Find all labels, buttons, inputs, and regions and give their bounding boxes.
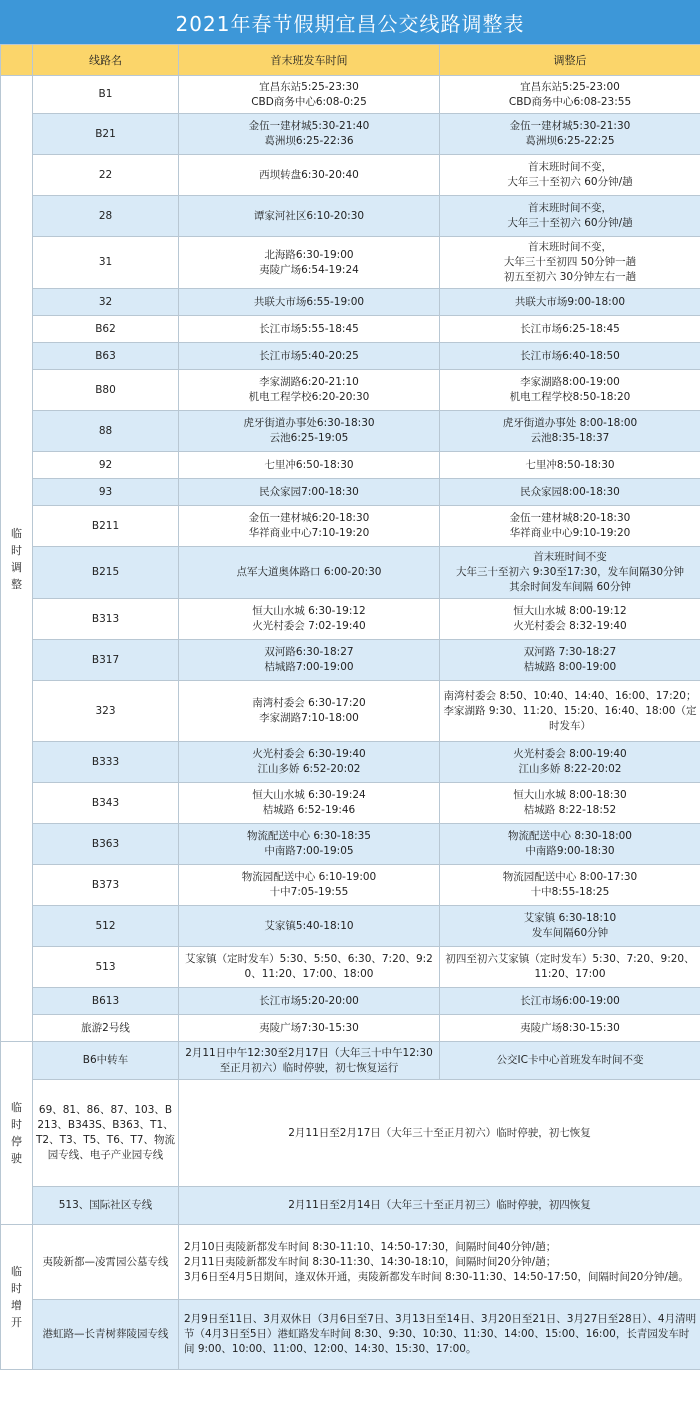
original-time-line: 火光村委会 6:30-19:40 <box>252 748 366 760</box>
adjusted-time <box>440 947 700 988</box>
table-row <box>1 289 700 316</box>
original-time <box>179 506 440 547</box>
page-title: 2021年春节假期宜昌公交线路调整表 <box>0 0 700 44</box>
original-time-line: 金伍一建材城6:20-18:30 <box>248 512 370 524</box>
adjusted-time-line: 其余时间发车间隔 60分钟 <box>509 581 631 593</box>
original-time <box>179 452 440 479</box>
adjusted-time-line: 华祥商业中心9:10-19:20 <box>509 527 631 539</box>
original-time-line: 物流配送中心 6:30-18:35 <box>247 830 371 842</box>
adjusted-time <box>440 316 700 343</box>
original-time <box>179 742 440 783</box>
adjusted-time-line: 艾家镇 6:30-18:10 <box>523 912 617 924</box>
table-row <box>1 1042 700 1080</box>
original-time-line: 机电工程学校6:20-20:30 <box>248 391 370 403</box>
adjusted-time <box>440 783 700 824</box>
original-time <box>179 370 440 411</box>
route-name: B21 <box>33 114 179 155</box>
original-time-line: 南湾村委会 6:30-17:20 <box>252 697 366 709</box>
original-time-line: 谭家河社区6:10-20:30 <box>253 209 365 222</box>
original-time-line: 共联大市场6:55-19:00 <box>253 295 365 308</box>
table-row <box>1 196 700 237</box>
route-name: B343 <box>33 783 179 824</box>
route-name: B63 <box>33 343 179 370</box>
adjusted-time <box>440 865 700 906</box>
original-time <box>179 640 440 681</box>
header-original: 首末班发车时间 <box>179 45 440 76</box>
table-row <box>1 1187 700 1225</box>
adjusted-time-line: 民众家园8:00-18:30 <box>520 485 620 498</box>
original-time: 2月11日中午12:30至2月17日（大年三十中午12:30至正月初六）临时停驶，初七恢复运行 <box>179 1042 440 1080</box>
original-time-line: 火光村委会 7:02-19:40 <box>252 620 366 632</box>
adjusted-time-line: 恒大山水城 8:00-19:12 <box>513 605 627 617</box>
section-label-text: 临时停驶 <box>11 1101 22 1165</box>
section-label-temporary-stop <box>1 1042 33 1225</box>
table-row <box>1 114 700 155</box>
original-time-line: 七里冲6:50-18:30 <box>264 458 354 471</box>
original-time-line: 恒大山水城 6:30-19:12 <box>252 605 366 617</box>
original-time-line: 中南路7:00-19:05 <box>264 845 354 857</box>
service-detail-line: 3月6日至4月5日期间，逢双休开通，夷陵新都发车时间 8:30-11:30、14:50-17:50，间隔时间20分钟/趟。 <box>184 1270 689 1283</box>
table-row <box>1 76 700 114</box>
adjusted-time <box>440 237 700 289</box>
original-time <box>179 865 440 906</box>
table-row <box>1 370 700 411</box>
adjusted-time-line: 桔城路 8:00-19:00 <box>523 661 617 673</box>
original-time <box>179 479 440 506</box>
header-blank <box>1 45 33 76</box>
route-name: B373 <box>33 865 179 906</box>
adjusted-time-line: 恒大山水城 8:00-18:30 <box>513 789 627 801</box>
adjusted-time <box>440 76 700 114</box>
original-time-line: 十中7:05-19:55 <box>269 886 349 898</box>
table-row <box>1 1225 700 1300</box>
table-row <box>1 1015 700 1042</box>
table-row <box>1 681 700 742</box>
route-name: 旅游2号线 <box>33 1015 179 1042</box>
adjusted-time-line: 长江市场6:25-18:45 <box>520 322 620 335</box>
table-row <box>1 479 700 506</box>
adjusted-time-line: 云池8:35-18:37 <box>530 432 610 444</box>
original-time <box>179 1015 440 1042</box>
original-time-line: 李家湖路7:10-18:00 <box>259 712 359 724</box>
adjusted-time-line: 长江市场6:00-19:00 <box>520 994 620 1007</box>
schedule-table <box>0 44 700 1370</box>
original-time-line: 李家湖路6:20-21:10 <box>259 376 359 388</box>
table-row <box>1 824 700 865</box>
adjusted-time <box>440 506 700 547</box>
adjusted-time <box>440 411 700 452</box>
route-name: B317 <box>33 640 179 681</box>
original-time-line: 长江市场5:20-20:00 <box>259 994 359 1007</box>
route-name: B363 <box>33 824 179 865</box>
original-time <box>179 289 440 316</box>
original-time-line: 夷陵广场6:54-19:24 <box>259 263 359 276</box>
original-time-line: 长江市场5:55-18:45 <box>259 322 359 335</box>
adjusted-time-line: 大年三十至初六 9:30至17:30，发车间隔30分钟 <box>455 566 685 578</box>
route-name: B211 <box>33 506 179 547</box>
original-time <box>179 343 440 370</box>
route-name: 512 <box>33 906 179 947</box>
adjusted-time <box>440 681 700 742</box>
table-row <box>1 316 700 343</box>
adjusted-time-line: 桔城路 8:22-18:52 <box>523 804 617 816</box>
table-row <box>1 1300 700 1370</box>
adjusted-time-line: 首末班时间不变， <box>528 161 612 173</box>
table-row <box>1 343 700 370</box>
route-name: B613 <box>33 988 179 1015</box>
original-time-line: 艾家镇（定时发车）5:30、5:50、6:30、7:20、9:20、11:20、17:00、18:00 <box>185 953 433 980</box>
original-time-line: 葛洲坝6:25-22:36 <box>264 135 354 147</box>
section-label-temporary-add <box>1 1225 33 1370</box>
original-time-line: 西坝转盘6:30-20:40 <box>259 168 359 181</box>
table-row <box>1 155 700 196</box>
table-row <box>1 947 700 988</box>
adjusted-time <box>440 370 700 411</box>
route-name: B80 <box>33 370 179 411</box>
original-time <box>179 196 440 237</box>
adjusted-time <box>440 599 700 640</box>
adjusted-time-line: 李家湖路8:00-19:00 <box>520 376 620 388</box>
adjusted-time <box>440 906 700 947</box>
adjusted-time <box>440 1015 700 1042</box>
adjusted-time <box>440 155 700 196</box>
original-time-line: 北海路6:30-19:00 <box>264 248 354 261</box>
adjusted-time <box>440 343 700 370</box>
route-name: 513、国际社区专线 <box>33 1187 179 1225</box>
original-time <box>179 783 440 824</box>
adjusted-time-line: 金伍一建材城8:20-18:30 <box>509 512 631 524</box>
original-time-line: 艾家镇5:40-18:10 <box>264 919 354 932</box>
adjusted-time-line: 物流配送中心 8:30-18:00 <box>508 830 632 842</box>
table-row <box>1 599 700 640</box>
route-name: 513 <box>33 947 179 988</box>
adjusted-time-line: 共联大市场9:00-18:00 <box>514 295 626 308</box>
adjusted-time-line: 金伍一建材城5:30-21:30 <box>509 120 631 132</box>
table-row <box>1 411 700 452</box>
service-detail-line: 2月10日夷陵新都发车时间 8:30-11:10、14:50-17:30，间隔时间40分钟/趟； <box>184 1240 557 1253</box>
adjusted-time-line: 首末班时间不变， <box>528 241 612 253</box>
adjusted-time-line: 首末班时间不变 <box>533 551 607 563</box>
adjusted-time-line: 七里冲8:50-18:30 <box>525 458 615 471</box>
adjusted-time: 公交IC卡中心首班发车时间不变 <box>440 1042 700 1080</box>
table-row <box>1 988 700 1015</box>
adjusted-time-line: 物流园配送中心 8:00-17:30 <box>502 871 638 883</box>
adjusted-time <box>440 988 700 1015</box>
route-name: B62 <box>33 316 179 343</box>
route-name: 夷陵新都—凌霄园公墓专线 <box>33 1225 179 1300</box>
adjusted-time-line: 夷陵广场8:30-15:30 <box>520 1021 620 1034</box>
service-detail-line: 2月11日夷陵新都发车时间 8:30-11:30、14:30-18:10，间隔时间20分钟/趟； <box>184 1255 557 1268</box>
table-row <box>1 547 700 599</box>
original-time-line: 江山多娇 6:52-20:02 <box>257 763 361 775</box>
original-time-line: 夷陵广场7:30-15:30 <box>259 1021 359 1034</box>
adjusted-time-line: 南湾村委会 8:50、10:40、14:40、16:00、17:20； <box>443 689 697 702</box>
stop-detail: 2月11日至2月17日（大年三十至正月初六）临时停驶，初七恢复 <box>179 1080 700 1187</box>
original-time-line: 宜昌东站5:25-23:30 <box>259 80 359 93</box>
route-name: 28 <box>33 196 179 237</box>
original-time-line: 点军大道奥体路口 6:00-20:30 <box>236 566 382 578</box>
adjusted-time <box>440 742 700 783</box>
route-name: B215 <box>33 547 179 599</box>
adjusted-time-line: 虎牙街道办事处 8:00-18:00 <box>502 417 638 429</box>
original-time-line: CBD商务中心6:08-0:25 <box>251 95 367 108</box>
original-time <box>179 547 440 599</box>
original-time-line: 金伍一建材城5:30-21:40 <box>248 120 370 132</box>
original-time-line: 虎牙街道办事处6:30-18:30 <box>243 417 375 429</box>
original-time-line: 桔城路 6:52-19:46 <box>262 804 356 816</box>
adjusted-time-line: 火光村委会 8:32-19:40 <box>513 620 627 632</box>
original-time <box>179 947 440 988</box>
adjusted-time-line: 首末班时间不变， <box>528 202 612 214</box>
adjusted-time <box>440 824 700 865</box>
adjusted-time-line: 大年三十至初六 60分钟/趟 <box>507 217 633 229</box>
adjusted-time <box>440 640 700 681</box>
adjusted-time <box>440 452 700 479</box>
header-adjusted: 调整后 <box>440 45 700 76</box>
adjusted-time-line: 大年三十至初四 50分钟一趟 <box>503 256 637 268</box>
route-name: B333 <box>33 742 179 783</box>
adjusted-time <box>440 547 700 599</box>
original-time <box>179 76 440 114</box>
original-time-line: 物流园配送中心 6:10-19:00 <box>241 871 377 883</box>
service-detail <box>179 1225 700 1300</box>
original-time <box>179 316 440 343</box>
header-row <box>1 45 700 76</box>
table-row <box>1 906 700 947</box>
adjusted-time-line: 双河路 7:30-18:27 <box>523 646 617 658</box>
stop-detail: 2月11日至2月14日（大年三十至正月初三）临时停驶，初四恢复 <box>179 1187 700 1225</box>
service-detail <box>179 1300 700 1370</box>
adjusted-time <box>440 196 700 237</box>
original-time-line: 恒大山水城 6:30-19:24 <box>252 789 366 801</box>
original-time <box>179 237 440 289</box>
route-name: 93 <box>33 479 179 506</box>
adjusted-time-line: 火光村委会 8:00-19:40 <box>513 748 627 760</box>
adjusted-time-line: 十中8:55-18:25 <box>530 886 610 898</box>
original-time <box>179 681 440 742</box>
adjusted-time <box>440 289 700 316</box>
route-name: 323 <box>33 681 179 742</box>
original-time <box>179 824 440 865</box>
route-name: 31 <box>33 237 179 289</box>
original-time <box>179 906 440 947</box>
original-time-line: 桔城路7:00-19:00 <box>264 661 354 673</box>
adjusted-time-line: CBD商务中心6:08-23:55 <box>508 95 632 108</box>
table-row <box>1 1080 700 1187</box>
table-row <box>1 506 700 547</box>
route-name: B6中转车 <box>33 1042 179 1080</box>
adjusted-time-line: 初四至初六艾家镇（定时发车）5:30、7:20、9:20、11:20、17:00 <box>445 953 695 980</box>
route-name: 港虹路—长青树葬陵园专线 <box>33 1300 179 1370</box>
adjusted-time-line: 江山多娇 8:22-20:02 <box>518 763 622 775</box>
section-label-text: 临时调整 <box>11 526 22 591</box>
route-name: 22 <box>33 155 179 196</box>
service-detail-line: 2月9日至11日、3月双休日（3月6日至7日、3月13日至14日、3月20日至21日、3月27日至28日）、4月清明节（4月3日至5日）港虹路发车时间 8:30、9:30、10:30、11:30、14:00、15:00、16:00，长青园发车时间 9:00、10:00、11:00、12:00、14:30、15:30、17:00。 <box>184 1313 697 1355</box>
adjusted-time-line: 大年三十至初六 60分钟/趟 <box>507 176 633 188</box>
original-time-line: 华祥商业中心7:10-19:20 <box>248 527 370 539</box>
route-name: 88 <box>33 411 179 452</box>
adjusted-time-line: 初五至初六 30分钟左右一趟 <box>503 271 637 283</box>
table-row <box>1 865 700 906</box>
adjusted-time-line: 宜昌东站5:25-23:00 <box>520 80 620 93</box>
header-route: 线路名 <box>33 45 179 76</box>
adjusted-time <box>440 479 700 506</box>
route-name: B1 <box>33 76 179 114</box>
route-name: 32 <box>33 289 179 316</box>
original-time-line: 云池6:25-19:05 <box>269 432 349 444</box>
route-name: B313 <box>33 599 179 640</box>
table-row <box>1 237 700 289</box>
adjusted-time <box>440 114 700 155</box>
original-time-line: 双河路6:30-18:27 <box>264 646 354 658</box>
adjusted-time-line: 发车间隔60分钟 <box>531 927 609 939</box>
original-time <box>179 599 440 640</box>
table-row <box>1 742 700 783</box>
original-time <box>179 988 440 1015</box>
original-time-line: 民众家园7:00-18:30 <box>259 485 359 498</box>
original-time <box>179 114 440 155</box>
route-name: 69、81、86、87、103、B213、B343S、B363、T1、T2、T3、T5、T6、T7、物流园专线、电子产业园专线 <box>33 1080 179 1187</box>
adjusted-time-line: 中南路9:00-18:30 <box>525 845 615 857</box>
adjusted-time-line: 机电工程学校8:50-18:20 <box>509 391 631 403</box>
adjusted-time-line: 李家湖路 9:30、11:20、15:20、16:40、18:00（定时发车） <box>443 704 697 732</box>
table-row <box>1 783 700 824</box>
section-label-text: 临时增开 <box>11 1265 22 1329</box>
adjusted-time-line: 葛洲坝6:25-22:25 <box>525 135 615 147</box>
original-time <box>179 155 440 196</box>
table-row <box>1 452 700 479</box>
original-time-line: 长江市场5:40-20:25 <box>259 349 359 362</box>
adjusted-time-line: 长江市场6:40-18:50 <box>520 349 620 362</box>
original-time <box>179 411 440 452</box>
route-name: 92 <box>33 452 179 479</box>
table-row <box>1 640 700 681</box>
section-label-temporary-adjust <box>1 76 33 1042</box>
